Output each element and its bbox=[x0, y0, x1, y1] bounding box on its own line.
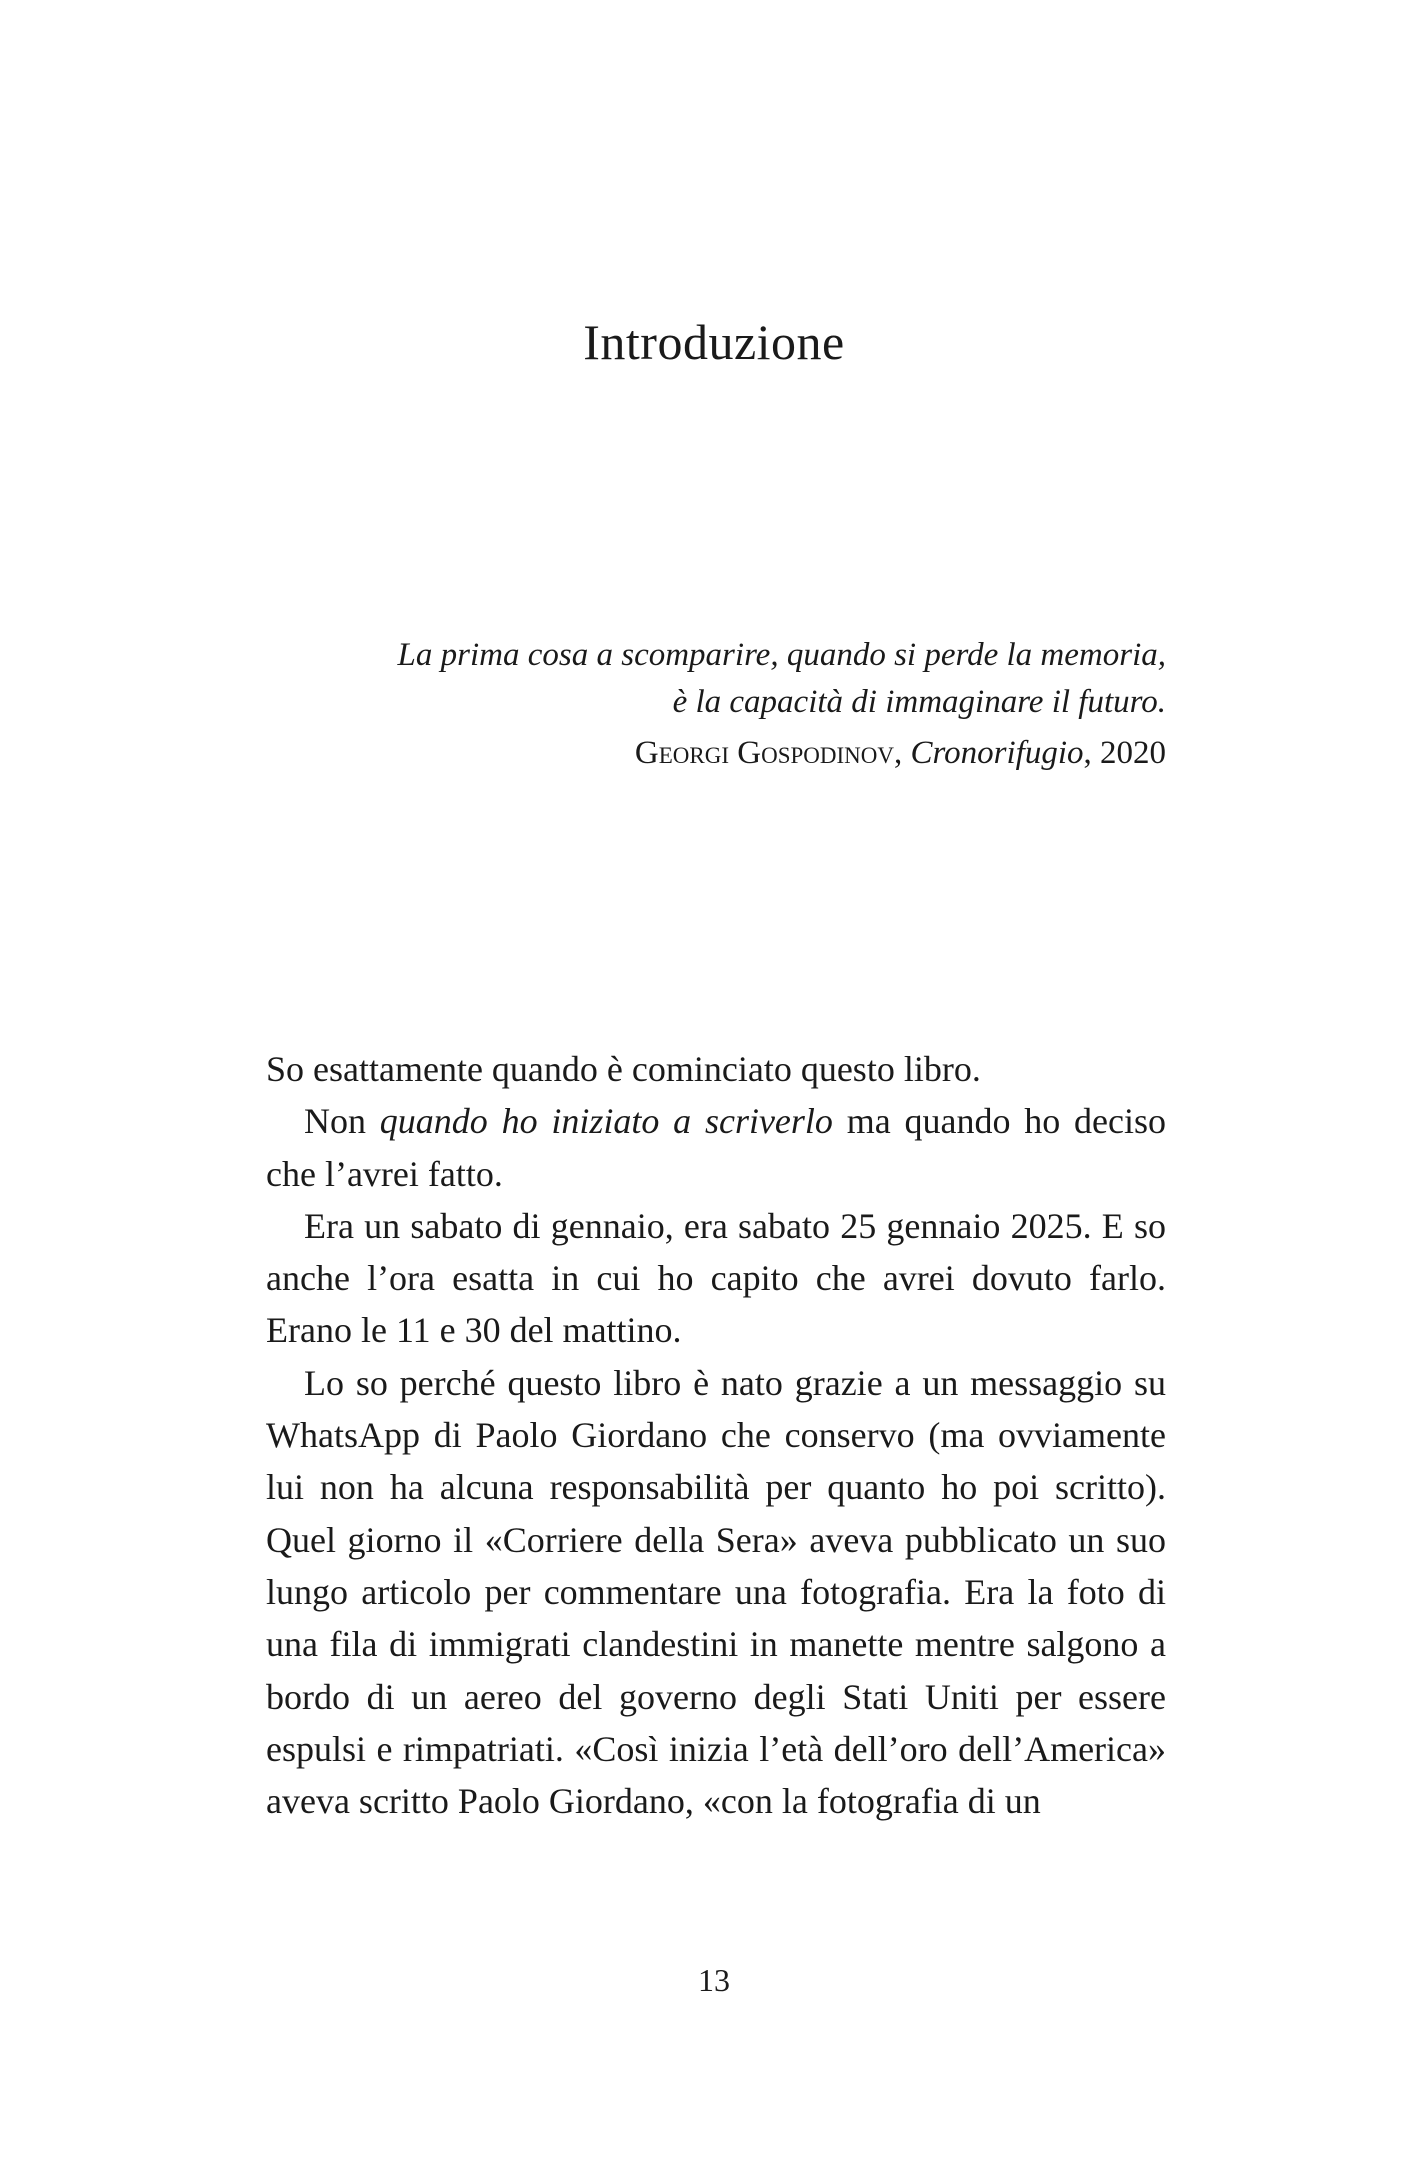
paragraph-1: So esattamente quando è cominciato questo libro. bbox=[266, 1049, 981, 1089]
epigraph-separator: , bbox=[894, 735, 911, 771]
paragraph-3: Era un sabato di gennaio, era sabato 25 gennaio 2025. E so anche l’ora esatta in cui ho capito che avrei dovuto farlo. Erano le 11 e 30 del mattino. bbox=[266, 1205, 1166, 1351]
epigraph-line-1: La prima cosa a scomparire, quando si perde la memoria, bbox=[397, 637, 1166, 673]
epigraph-line-2: è la capacità di immaginare il futuro. bbox=[672, 684, 1166, 720]
chapter-title: Introduzione bbox=[583, 314, 845, 370]
epigraph-author: Georgi Gospodinov bbox=[634, 735, 895, 771]
page-number: 13 bbox=[698, 1962, 730, 1998]
paragraph-4: Lo so perché questo libro è nato grazie a un messaggio su WhatsApp di Paolo Giordano che conservo (ma ovviamente lui non ha alcuna responsabilità per quanto ho poi scritto). Quel giorno il «Corriere della Sera» aveva pubblicato un suo lungo articolo per commentare una fotografia. Era la foto di una fila di immigrati clandestini in manette mentre salgono a bordo di un aereo del governo degli Stati Uniti per essere espulsi e rimpatriati. «Così inizia l’età dell’oro dell’America» aveva scritto Paolo Giordano, «con la fotografia di un bbox=[266, 1362, 1166, 1822]
paragraph-2-end: ma quando ho deciso che l’avrei fatto. bbox=[266, 1101, 1167, 1194]
epigraph-work: Cronorifugio bbox=[910, 735, 1084, 771]
paragraph-2 bbox=[266, 1095, 1166, 1200]
epigraph-attribution bbox=[262, 730, 1166, 777]
epigraph-year: , 2020 bbox=[1083, 735, 1166, 771]
body-text bbox=[266, 1043, 1166, 1827]
paragraph-2-start: Non bbox=[304, 1101, 380, 1142]
epigraph bbox=[262, 632, 1166, 777]
paragraph-2-emphasis: quando ho iniziato a scriverlo bbox=[379, 1101, 833, 1142]
